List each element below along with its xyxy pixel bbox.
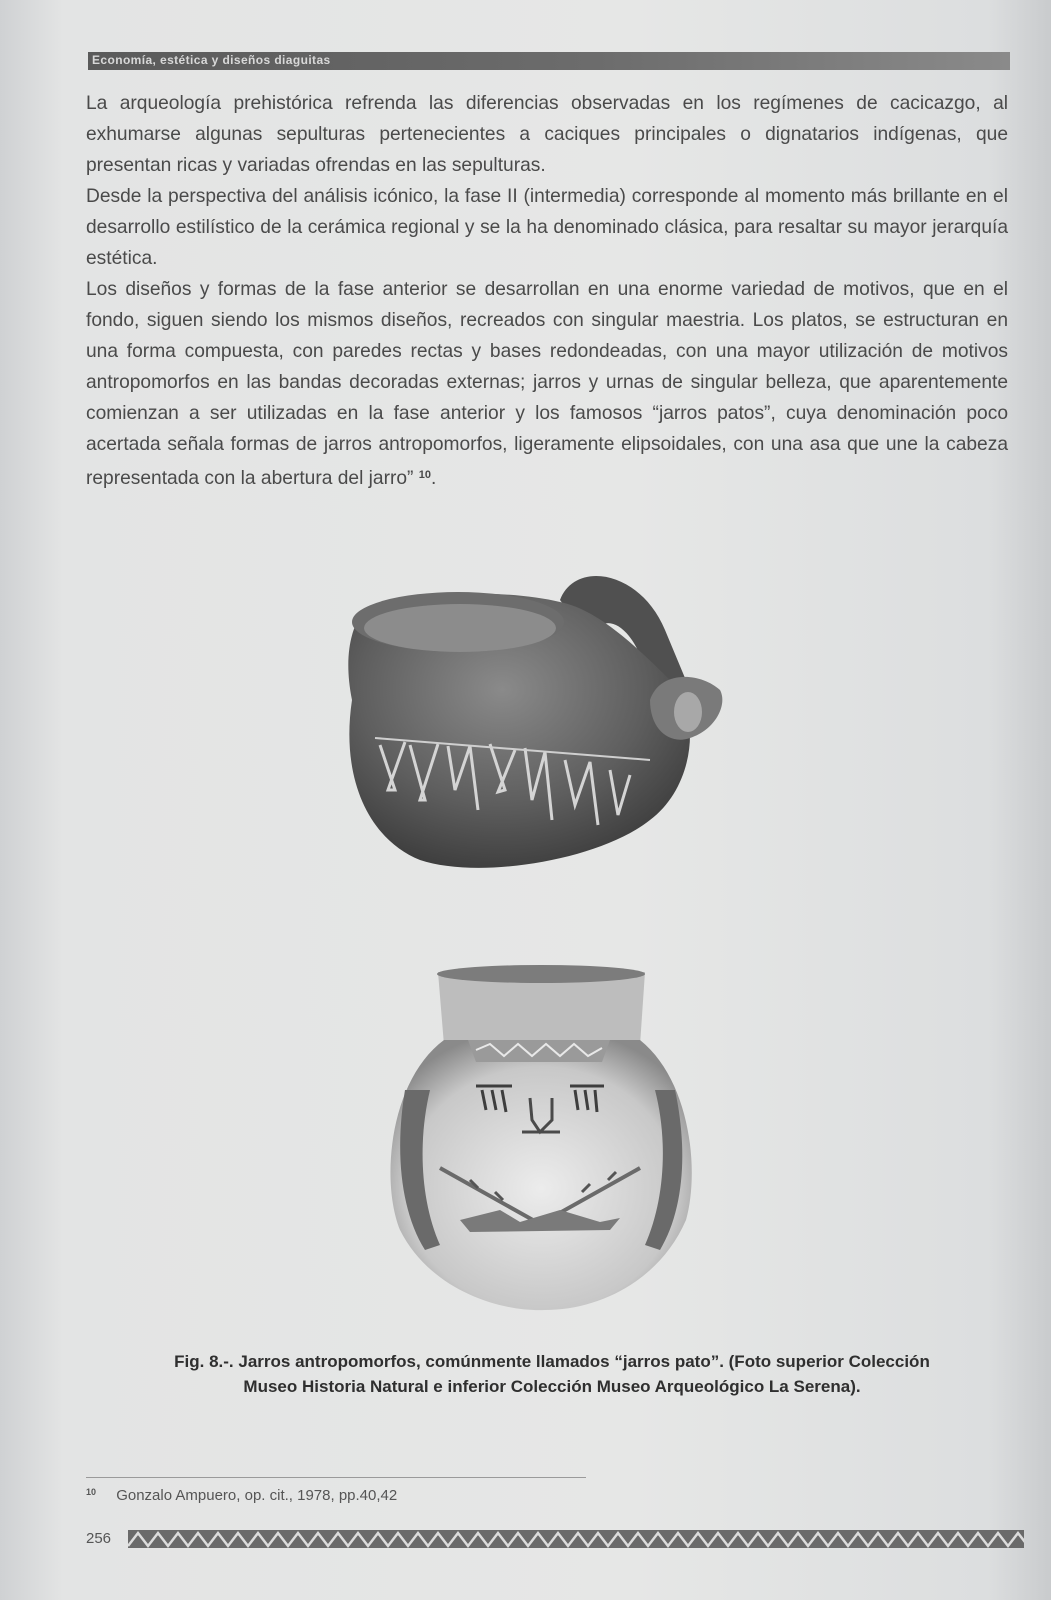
page-number: 256 <box>86 1530 112 1547</box>
paragraph-2: Desde la perspectiva del análisis icónico, la fase II (intermedia) corresponde al momento más brillante en el desarrollo estilístico de la cerámica regional y se la ha denominado clásica, para resaltar su mayor jerarquía estética. <box>86 186 1008 269</box>
footnote-text: Gonzalo Ampuero, op. cit., 1978, pp.40,42 <box>116 1487 398 1504</box>
paragraph-1: La arqueología prehistórica refrenda las diferencias observadas en los regímenes de cacicazgo, al exhumarse algunas sepulturas pertenecientes a caciques principales o dignatarios indígenas, que presentan ricas y variadas ofrendas en las sepulturas. <box>86 93 1008 176</box>
footnote-reference: 10 <box>418 469 432 481</box>
decorative-footer-band <box>128 1528 1024 1550</box>
paragraph-3: Los diseños y formas de la fase anterior se desarrollan en una enorme variedad de motivos, que en el fondo, siguen siendo los mismos diseños, recreados con singular maestria. Los platos, se estructuran en una forma compuesta, con paredes rectas y bases redondeadas, con una mayor utilización de motivos antropomorfos en las bandas decoradas externas; jarros y urnas de singular belleza, que aparentemente comienzan a ser utilizadas en la fase anterior y los famosos “jarros patos”, cuya denominación poco acertada señala formas de jarros antropomorfos, ligeramente elipsoidales, con una asa que une la cabeza representada con la abertura del jarro” $^{10}$. <box>86 279 1008 489</box>
footnote-mark: 10 <box>86 1487 97 1497</box>
running-header-title: Economía, estética y diseños diaguitas <box>92 53 331 67</box>
footnote <box>86 1487 397 1504</box>
caption-line-2: Museo Historia Natural e inferior Colección Museo Arqueológico La Serena). <box>243 1377 861 1396</box>
paragraph-3-text: Los diseños y formas de la fase anterior se desarrollan en una enorme variedad de motivos, que en el fondo, siguen siendo los mismos diseños, recreados con singular maestria. Los platos, se estructuran en una forma compuesta, con paredes rectas y bases redondeadas, con una mayor utilización de motivos antropomorfos en las bandas decoradas externas; jarros y urnas de singular belleza, que aparentemente comienzan a ser utilizadas en la fase anterior y los famosos “jarros patos”, cuya denominación poco acertada señala formas de jarros antropomorfos, ligeramente elipsoidales, con una asa que une la cabeza representada con la abertura del jarro” <box>86 279 1008 489</box>
lower-jar-photo <box>390 965 691 1310</box>
figure-caption <box>92 1349 1012 1399</box>
caption-line-1: Fig. 8.-. Jarros antropomorfos, comúnmente llamados “jarros pato”. (Foto superior Colección <box>174 1352 930 1371</box>
footnote-separator <box>86 1477 586 1478</box>
upper-jar-photo <box>348 576 722 868</box>
